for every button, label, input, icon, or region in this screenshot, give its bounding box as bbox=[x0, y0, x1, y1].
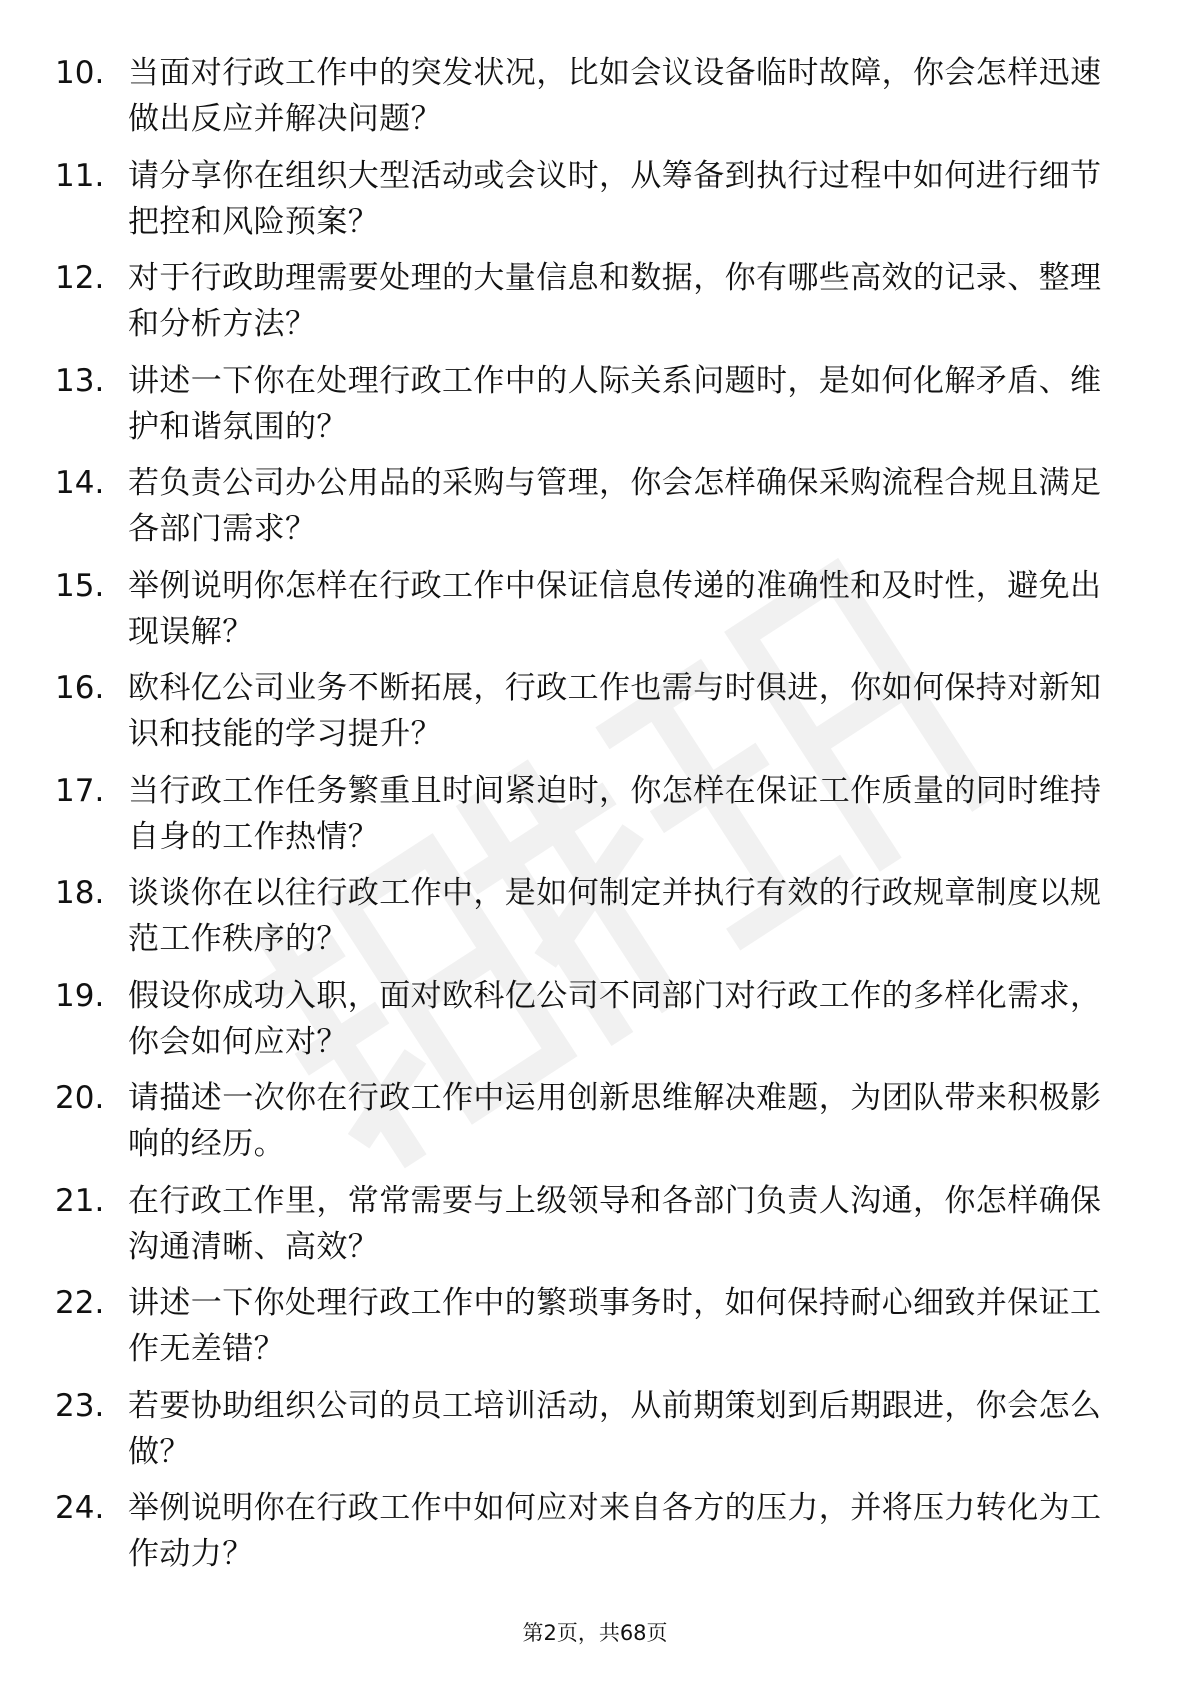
question-number: 13. bbox=[55, 362, 105, 399]
question-text: 当行政工作任务繁重且时间紧迫时，你怎样在保证工作质量的同时维持自身的工作热情？ bbox=[128, 772, 1102, 855]
question-number: 23. bbox=[55, 1387, 105, 1424]
question-text: 举例说明你怎样在行政工作中保证信息传递的准确性和及时性，避免出现误解？ bbox=[128, 567, 1102, 650]
question-item bbox=[55, 768, 1125, 871]
question-text: 当面对行政工作中的突发状况，比如会议设备临时故障，你会怎样迅速做出反应并解决问题？ bbox=[128, 55, 1102, 137]
question-item bbox=[55, 460, 1125, 563]
question-item bbox=[55, 255, 1125, 358]
question-number: 15. bbox=[55, 567, 105, 604]
question-number: 17. bbox=[55, 772, 105, 809]
question-text: 若要协助组织公司的员工培训活动，从前期策划到后期跟进，你会怎么做？ bbox=[128, 1387, 1102, 1470]
question-number: 12. bbox=[55, 260, 105, 296]
question-item bbox=[55, 358, 1125, 461]
question-item bbox=[55, 563, 1125, 666]
question-text: 讲述一下你处理行政工作中的繁琐事务时，如何保持耐心细致并保证工作无差错？ bbox=[128, 1285, 1102, 1367]
question-item bbox=[55, 1178, 1125, 1281]
question-item bbox=[55, 50, 1125, 153]
question-text: 若负责公司办公用品的采购与管理，你会怎样确保采购流程合规且满足各部门需求？ bbox=[128, 465, 1102, 547]
question-item bbox=[55, 870, 1125, 973]
question-number: 16. bbox=[55, 670, 105, 706]
question-text: 谈谈你在以往行政工作中，是如何制定并执行有效的行政规章制度以规范工作秩序的？ bbox=[128, 875, 1102, 957]
question-number: 20. bbox=[55, 1080, 105, 1116]
question-number: 10. bbox=[55, 55, 105, 91]
question-number: 19. bbox=[55, 977, 105, 1014]
page-number-footer: 第2页，共68页 bbox=[522, 1621, 668, 1645]
question-item bbox=[55, 973, 1125, 1076]
question-item bbox=[55, 1075, 1125, 1178]
question-text: 假设你成功入职，面对欧科亿公司不同部门对行政工作的多样化需求，你会如何应对？ bbox=[128, 977, 1102, 1060]
question-item bbox=[55, 1485, 1125, 1588]
question-item bbox=[55, 1383, 1125, 1486]
question-number: 21. bbox=[55, 1182, 105, 1219]
question-item bbox=[55, 665, 1125, 768]
question-text: 对于行政助理需要处理的大量信息和数据，你有哪些高效的记录、整理和分析方法？ bbox=[128, 260, 1102, 342]
question-item bbox=[55, 153, 1125, 256]
question-number: 24. bbox=[55, 1490, 105, 1526]
question-number: 18. bbox=[55, 875, 105, 911]
question-text: 请描述一次你在行政工作中运用创新思维解决难题，为团队带来积极影响的经历。 bbox=[128, 1080, 1102, 1162]
question-text: 举例说明你在行政工作中如何应对来自各方的压力，并将压力转化为工作动力？ bbox=[128, 1490, 1102, 1572]
question-text: 在行政工作里，常常需要与上级领导和各部门负责人沟通，你怎样确保沟通清晰、高效？ bbox=[128, 1182, 1102, 1265]
question-text: 请分享你在组织大型活动或会议时，从筹备到执行过程中如何进行细节把控和风险预案？ bbox=[128, 157, 1102, 240]
question-item bbox=[55, 1280, 1125, 1383]
question-number: 14. bbox=[55, 465, 105, 501]
question-text: 欧科亿公司业务不断拓展，行政工作也需与时俱进，你如何保持对新知识和技能的学习提升？ bbox=[128, 670, 1102, 752]
question-number: 22. bbox=[55, 1285, 105, 1321]
question-text: 讲述一下你在处理行政工作中的人际关系问题时，是如何化解矛盾、维护和谐氛围的？ bbox=[128, 362, 1102, 445]
question-number: 11. bbox=[55, 157, 105, 194]
question-list bbox=[55, 50, 1125, 1588]
